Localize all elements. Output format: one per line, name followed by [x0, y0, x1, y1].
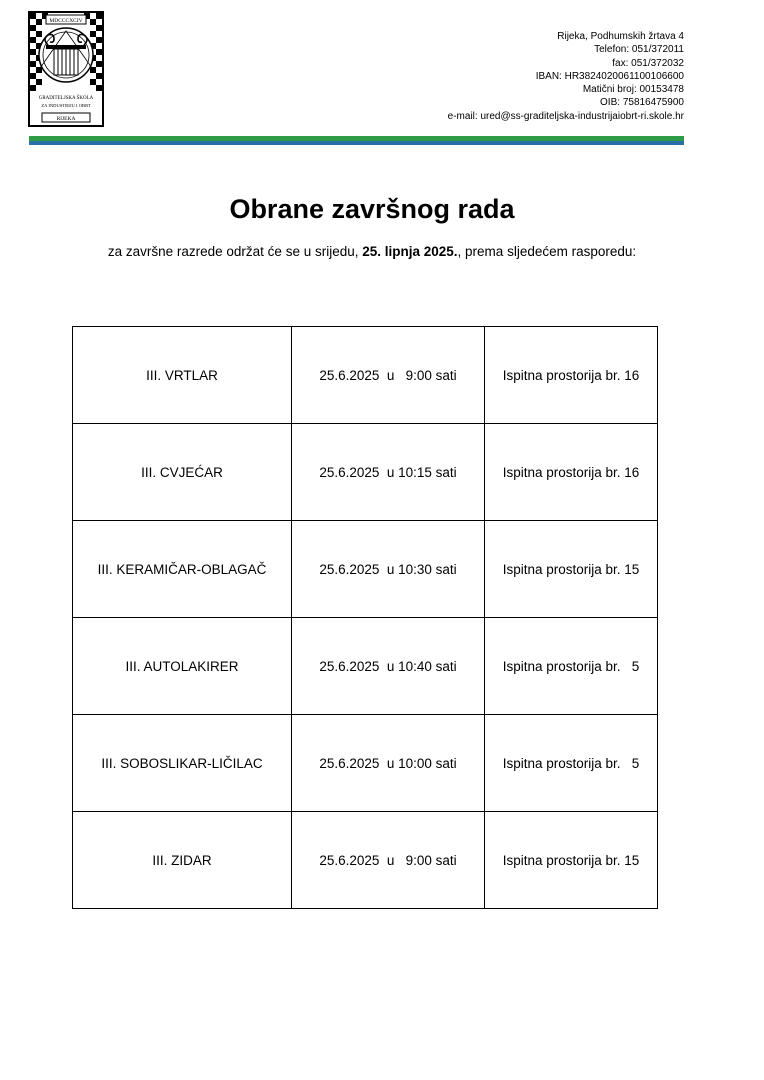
header-rule-blue	[29, 141, 684, 145]
registration-number-line: Matični broj: 00153478	[582, 84, 684, 96]
oib-line: OIB: 75816475900	[600, 97, 684, 109]
room-cell: Ispitna prostorija br. 16	[485, 424, 658, 521]
table-row	[73, 521, 658, 618]
document-subtitle	[0, 244, 744, 259]
room-cell: Ispitna prostorija br. 15	[485, 521, 658, 618]
time-cell: 25.6.2025 u 9:00 sati	[292, 327, 485, 424]
email-line: e-mail: ured@ss-graditeljska-industrijaiobrt-ri.skole.hr	[447, 110, 684, 122]
iban-line: IBAN: HR3824020061100106600	[535, 70, 684, 82]
program-cell: III. KERAMIČAR-OBLAGAČ	[73, 521, 292, 618]
subtitle-text-start: za završne razrede održat će se u srijedu,	[107, 244, 363, 259]
table-row	[73, 327, 658, 424]
room-cell: Ispitna prostorija br. 16	[485, 327, 658, 424]
time-cell: 25.6.2025 u 10:00 sati	[292, 715, 485, 812]
logo-name-line1: GRADITELJSKA ŠKOLA	[38, 96, 94, 101]
time-cell: 25.6.2025 u 10:30 sati	[292, 521, 485, 618]
school-logo	[28, 11, 104, 127]
program-cell: III. SOBOSLIKAR-LIČILAC	[73, 715, 292, 812]
time-cell: 25.6.2025 u 10:40 sati	[292, 618, 485, 715]
time-cell: 25.6.2025 u 10:15 sati	[292, 424, 485, 521]
logo-year: MDCCCXCIV	[49, 18, 83, 24]
table-row	[73, 812, 658, 909]
program-cell: III. VRTLAR	[73, 327, 292, 424]
program-cell: III. ZIDAR	[73, 812, 292, 909]
contact-block	[448, 30, 684, 123]
time-cell: 25.6.2025 u 9:00 sati	[292, 812, 485, 909]
fax-line: fax: 051/372032	[612, 57, 684, 69]
document-title: Obrane završnog rada	[229, 194, 515, 224]
program-cell: III. CVJEĆAR	[73, 424, 292, 521]
program-cell: III. AUTOLAKIRER	[73, 618, 292, 715]
room-cell: Ispitna prostorija br. 5	[485, 715, 658, 812]
subtitle-date: 25. lipnja 2025.	[362, 244, 458, 259]
subtitle-text-end: , prema sljedećem rasporedu:	[457, 244, 637, 259]
table-row	[73, 715, 658, 812]
address-line: Rijeka, Podhumskih žrtava 4	[557, 31, 684, 42]
room-cell: Ispitna prostorija br. 15	[485, 812, 658, 909]
phone-line: Telefon: 051/372011	[594, 44, 684, 56]
table-row	[73, 424, 658, 521]
room-cell: Ispitna prostorija br. 5	[485, 618, 658, 715]
table-row	[73, 618, 658, 715]
logo-name-line2: ZA INDUSTRIJU I OBRT	[41, 103, 91, 108]
defense-schedule-table	[72, 326, 658, 909]
logo-city: RIJEKA	[56, 116, 76, 122]
